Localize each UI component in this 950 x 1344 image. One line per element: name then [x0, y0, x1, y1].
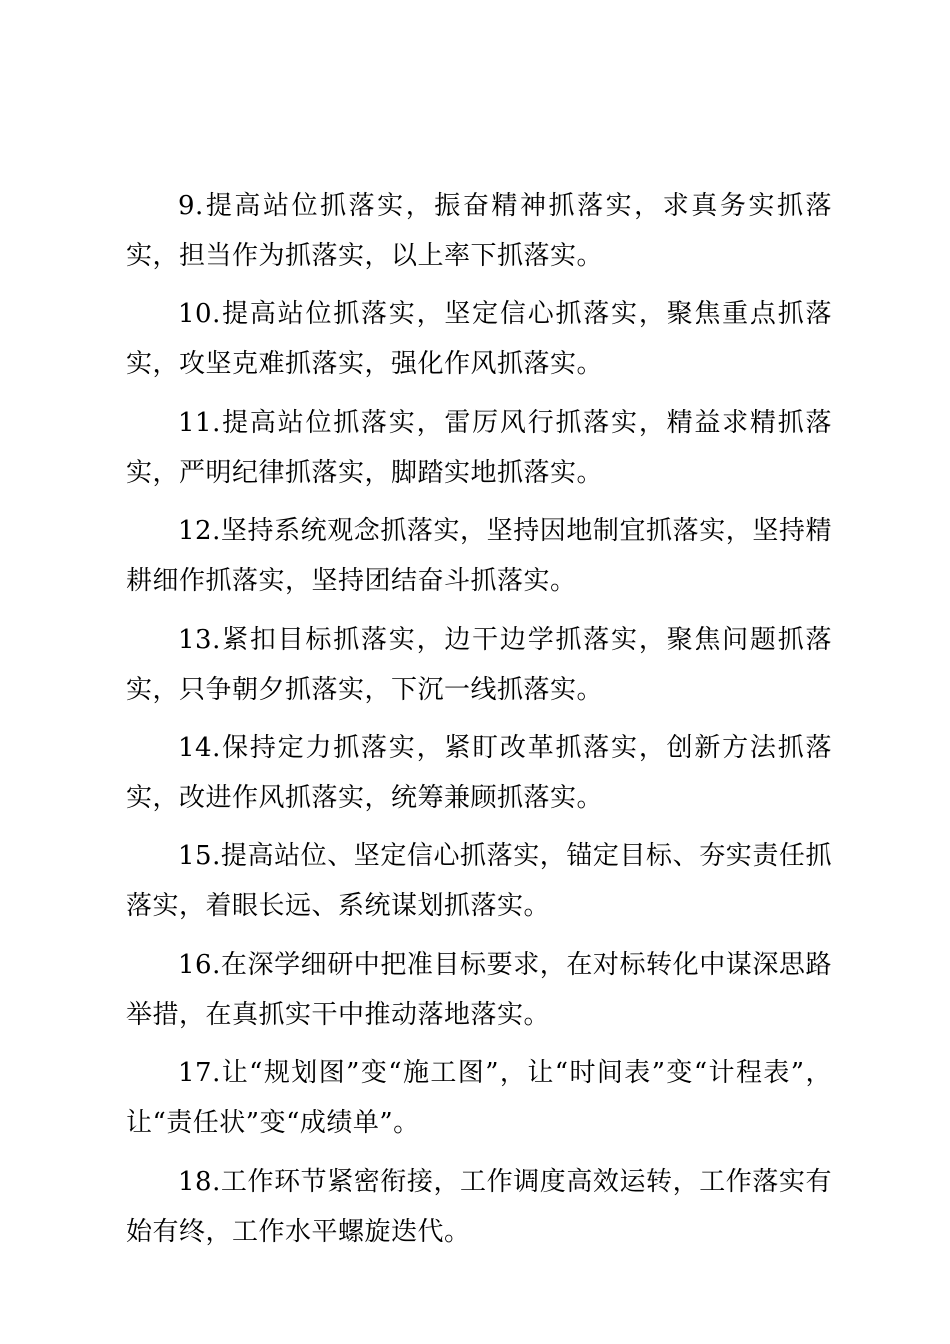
list-item-9: 9.提高站位抓落实，振奋精神抓落实，求真务实抓落实，担当作为抓落实，以上率下抓落实。: [126, 191, 832, 271]
list-item-15: 15.提高站位、坚定信心抓落实，锚定目标、夯实责任抓落实，着眼长远、系统谋划抓落实。: [126, 841, 832, 922]
list-item-16: 16.在深学细研中把准目标要求，在对标转化中谋深思路举措，在真抓实干中推动落地落实。: [126, 949, 832, 1030]
list-item-11: 11.提高站位抓落实，雷厉风行抓落实，精益求精抓落实，严明纪律抓落实，脚踏实地抓落实。: [126, 407, 832, 488]
list-item-18: 18.工作环节紧密衔接，工作调度高效运转，工作落实有始有终，工作水平螺旋迭代。: [126, 1166, 832, 1247]
document-body: [126, 181, 832, 1265]
list-item-12: 12.坚持系统观念抓落实，坚持因地制宜抓落实，坚持精耕细作抓落实，坚持团结奋斗抓落实。: [126, 516, 832, 597]
list-item-13: 13.紧扣目标抓落实，边干边学抓落实，聚焦问题抓落实，只争朝夕抓落实，下沉一线抓落实。: [126, 624, 832, 705]
list-item-10: 10.提高站位抓落实，坚定信心抓落实，聚焦重点抓落实，攻坚克难抓落实，强化作风抓落实。: [126, 299, 832, 380]
list-item-17: 17.让“规划图”变“施工图”，让“时间表”变“计程表”，让“责任状”变“成绩单”。: [126, 1058, 832, 1139]
list-item-14: 14.保持定力抓落实，紧盯改革抓落实，创新方法抓落实，改进作风抓落实，统筹兼顾抓落实。: [126, 732, 832, 813]
